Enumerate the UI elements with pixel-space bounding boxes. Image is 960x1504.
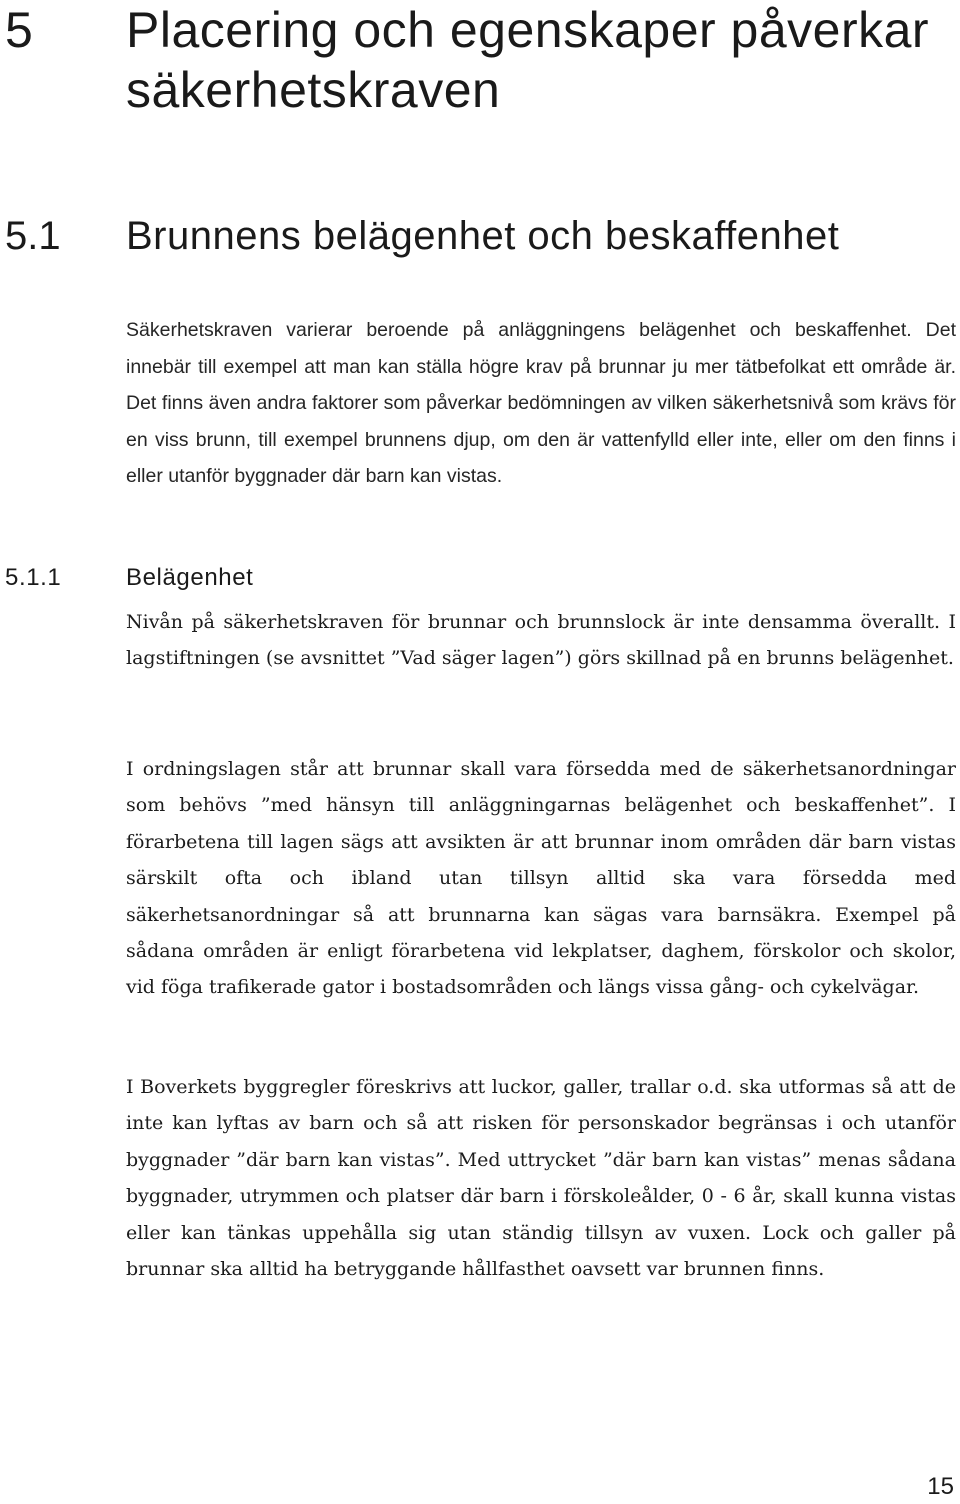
subsection-number: 5.1.1 <box>5 564 62 591</box>
page-number: 15 <box>927 1473 954 1500</box>
subsection-paragraph-3: I Boverkets byggregler föreskrivs att luckor, galler, trallar o.d. ska utformas så att de inte kan lyftas av barn och så att risken för personskador begränsas i och utanför byggnader ”där barn kan vistas”. Med uttrycket ”där barn kan vistas” menas sådana byggnader, utrymmen och platser där barn i förskoleålder, 0 - 6 år, skall kunna vistas eller kan tänkas uppehålla sig utan ständig tillsyn av vuxen. Lock och galler på brunnar ska alltid ha betryggande hållfasthet oavsett var brunnen finns. <box>126 1076 956 1281</box>
chapter-title: Placering och egenskaper påverkar säkerhetskraven <box>126 2 930 118</box>
section-paragraph: Säkerhetskraven varierar beroende på anläggningens belägenhet och beskaffenhet. Det innebär till exempel att man kan ställa högre krav på brunnar ju mer tätbefolkat ett område är. Det finns även andra faktorer som påverkar bedömningen av vilken säkerhetsnivå som krävs för en viss brunn, till exempel brunnens djup, om den är vattenfylld eller inte, eller om den finns i eller utanför byggnader där barn kan vistas. <box>126 319 956 488</box>
section-number: 5.1 <box>5 214 61 258</box>
section-title: Brunnens belägenhet och beskaffenhet <box>126 214 840 258</box>
subsection-paragraph-2: I ordningslagen står att brunnar skall vara försedda med de säkerhetsanordningar som behövs ”med hänsyn till anläggningarnas belägenhet och beskaffenhet”. I förarbetena till lagen sägs att avsikten är att brunnar inom områden där barn vistas särskilt ofta och ibland utan tillsyn alltid ska vara försedda med säkerhetsanordningar så att brunnarna kan sägas vara barnsäkra. Exempel på sådana områden är enligt förarbetena vid lekplatser, daghem, förskolor och skolor, vid föga trafikerade gator i bostadsområden och längs vissa gång- och cykelvägar. <box>126 758 956 999</box>
chapter-number: 5 <box>5 2 33 58</box>
subsection-paragraph-1: Nivån på säkerhetskraven för brunnar och brunnslock är inte densamma överallt. I lagstiftningen (se avsnittet ”Vad säger lagen”) görs skillnad på en brunns belägenhet. <box>126 611 956 670</box>
subsection-title: Belägenhet <box>126 564 254 591</box>
